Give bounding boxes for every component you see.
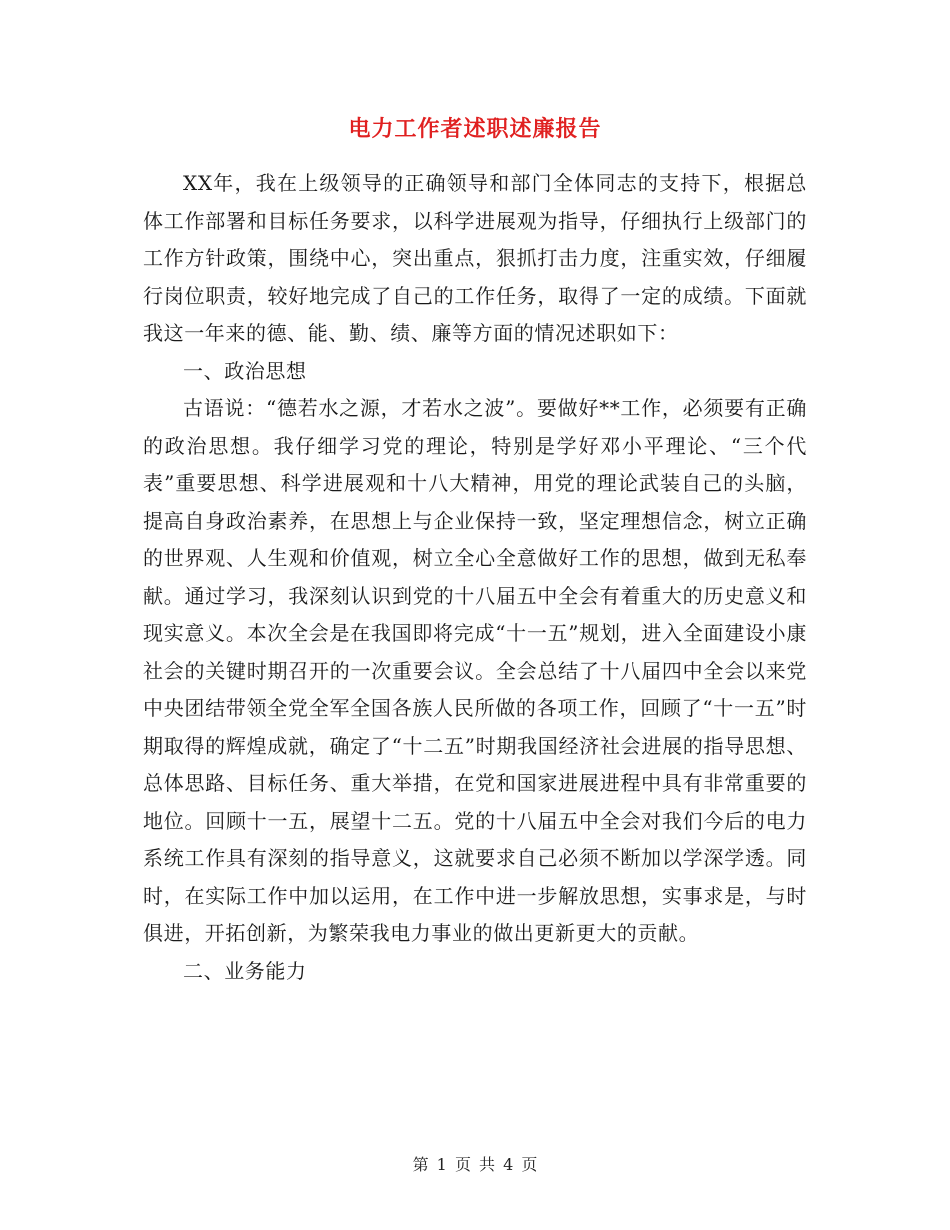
- intro-paragraph: XX年，我在上级领导的正确领导和部门全体同志的支持下，根据总体工作部署和目标任务要求，以科学进展观为指导，仔细执行上级部门的工作方针政策，围绕中心，突出重点，狠抓打击力度，注重实效，仔细履行岗位职责，较好地完成了自己的工作任务，取得了一定的成绩。下面就我这一年来的德、能、勤、绩、廉等方面的情况述职如下：: [143, 171, 807, 345]
- political-paragraph: 古语说：“德若水之源，才若水之波”。要做好**工作，必须要有正确的政治思想。我仔细学习党的理论，特别是学好邓小平理论、“三个代表”重要思想、科学进展观和十八大精神，用党的理论武装自己的头脑，提高自身政治素养，在思想上与企业保持一致，坚定理想信念，树立正确的世界观、人生观和价值观，树立全心全意做好工作的思想，做到无私奉献。通过学习，我深刻认识到党的十八届五中全会有着重大的历史意义和现实意义。本次全会是在我国即将完成“十一五”规划，进入全面建设小康社会的关键时期召开的一次重要会议。全会总结了十八届四中全会以来党中央团结带领全党全军全国各族人民所做的各项工作，回顾了“十一五”时期取得的辉煌成就，确定了“十二五”时期我国经济社会进展的指导思想、总体思路、目标任务、重大举措，在党和国家进展进程中具有非常重要的地位。回顾十一五，展望十二五。党的十八届五中全会对我们今后的电力系统工作具有深刻的指导意义，这就要求自己必须不断加以学深学透。同时，在实际工作中加以运用，在工作中进一步解放思想，实事求是，与时俱进，开拓创新，为繁荣我电力事业的做出更新更大的贡献。: [143, 396, 807, 945]
- section-heading-business: 二、业务能力: [183, 958, 307, 983]
- page-number-footer: 第 1 页 共 4 页: [412, 1155, 538, 1174]
- document-body: [143, 165, 807, 990]
- document-title: 电力工作者述职述廉报告: [348, 116, 602, 142]
- section-heading-political: 一、政治思想: [183, 358, 307, 383]
